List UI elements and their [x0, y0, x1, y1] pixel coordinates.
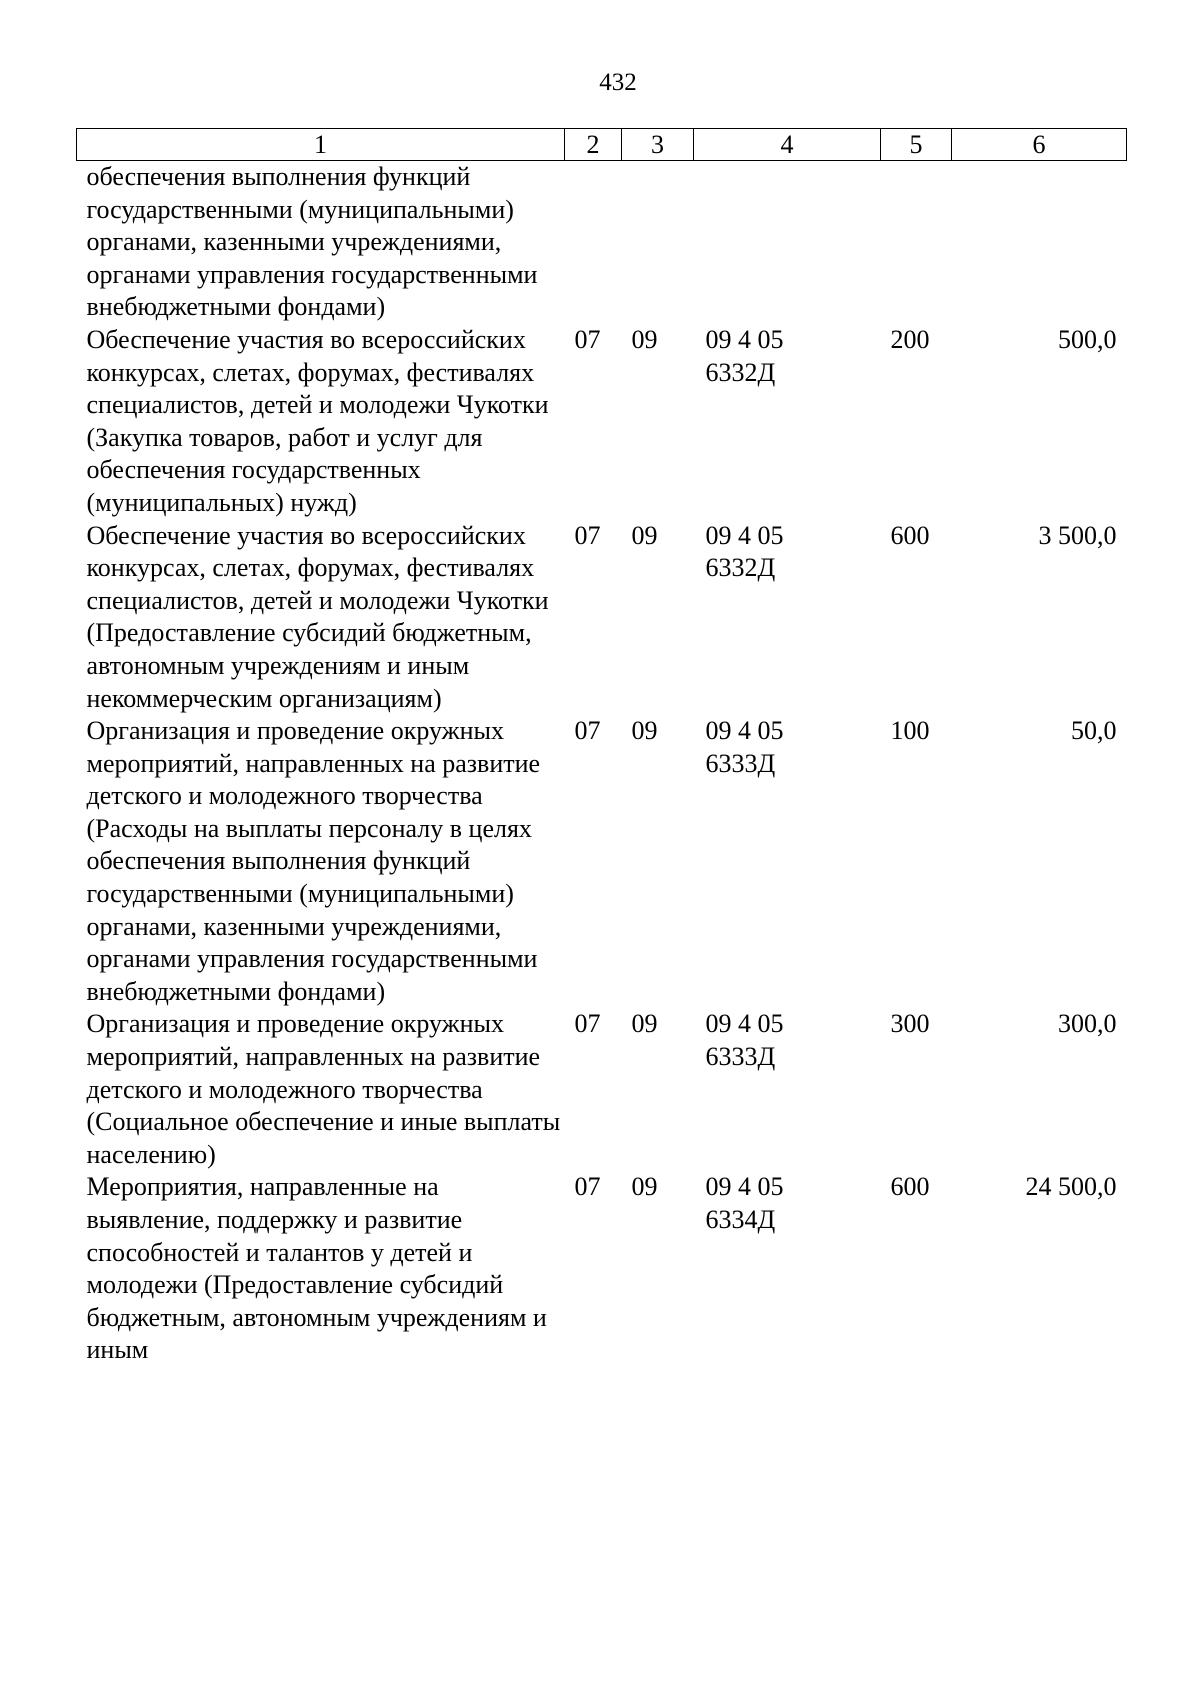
row-amount: 24 500,0 [1025, 1172, 1117, 1202]
table-row [77, 1008, 1127, 1171]
row-name: Обеспечение участия во всероссийских конкурсах, слетах, форумах, фестивалях специалистов, детей и молодежи Чукотки (Предоставление субсидий бюджетным, автономным учреждениям и иным некоммерческим организациям) [86, 520, 549, 713]
row-section: 07 [574, 1009, 601, 1039]
row-subsection: 09 [631, 716, 658, 746]
row-subsection: 09 [631, 1172, 658, 1202]
row-name: обеспечения выполнения функций государственными (муниципальными) органами, казенными учреждениями, органами управления государственными внебюджетными фондами) [86, 162, 538, 322]
row-expense-type: 200 [890, 324, 930, 354]
row-amount: 50,0 [1071, 716, 1117, 746]
row-target-code: 09 4 05 6333Д [705, 1009, 784, 1072]
row-section: 07 [574, 520, 601, 550]
column-header: 1 [77, 129, 565, 161]
column-header: 6 [952, 129, 1127, 161]
column-header: 2 [565, 129, 622, 161]
row-target-code [694, 161, 881, 324]
row-target-code: 09 4 05 6333Д [705, 716, 784, 778]
row-section: 07 [574, 716, 601, 746]
row-name: Мероприятия, направленные на выявление, поддержку и развитие способностей и талантов у детей и молодежи (Предоставление субсидий бюджетным, автономным учреждениям и иным [86, 1172, 547, 1365]
column-header: 4 [694, 129, 881, 161]
row-subsection: 09 [631, 324, 658, 354]
row-section: 07 [574, 1172, 601, 1202]
column-header: 3 [622, 129, 694, 161]
table-row [77, 520, 1127, 716]
row-target-code: 09 4 05 6332Д [705, 324, 784, 387]
row-subsection: 09 [631, 1009, 658, 1039]
row-name: Организация и проведение окружных мероприятий, направленных на развитие детского и молодежного творчества (Расходы на выплаты персоналу в целях обеспечения выполнения функций государственными (муниципальными) органами, казенными учреждениями, органами управления государственными внебюджетными фондами) [86, 716, 541, 1006]
row-amount: 500,0 [1058, 324, 1117, 354]
table-row [77, 1171, 1127, 1367]
column-header: 5 [881, 129, 952, 161]
row-section [565, 161, 622, 324]
row-expense-type: 300 [890, 1009, 930, 1039]
row-subsection [622, 161, 694, 324]
row-name: Обеспечение участия во всероссийских конкурсах, слетах, форумах, фестивалях специалистов, детей и молодежи Чукотки (Закупка товаров, работ и услуг для обеспечения государственных (муниципальных) нужд) [86, 324, 549, 517]
row-expense-type: 100 [890, 716, 930, 746]
row-subsection: 09 [631, 520, 658, 550]
page-number: 432 [599, 69, 637, 96]
row-target-code: 09 4 05 6334Д [705, 1172, 784, 1234]
budget-table [76, 128, 1127, 1367]
table-row [77, 715, 1127, 1008]
table-row [77, 324, 1127, 520]
table-header-row [77, 129, 1127, 161]
row-expense-type: 600 [890, 520, 930, 550]
row-expense-type [881, 161, 952, 324]
row-amount [952, 161, 1127, 324]
table-row [77, 161, 1127, 324]
row-section: 07 [574, 324, 601, 354]
row-amount: 300,0 [1058, 1009, 1117, 1039]
row-target-code: 09 4 05 6332Д [705, 520, 784, 583]
row-name: Организация и проведение окружных мероприятий, направленных на развитие детского и молодежного творчества (Социальное обеспечение и иные выплаты населению) [86, 1009, 561, 1169]
row-expense-type: 600 [890, 1172, 930, 1202]
row-amount: 3 500,0 [1038, 520, 1117, 550]
